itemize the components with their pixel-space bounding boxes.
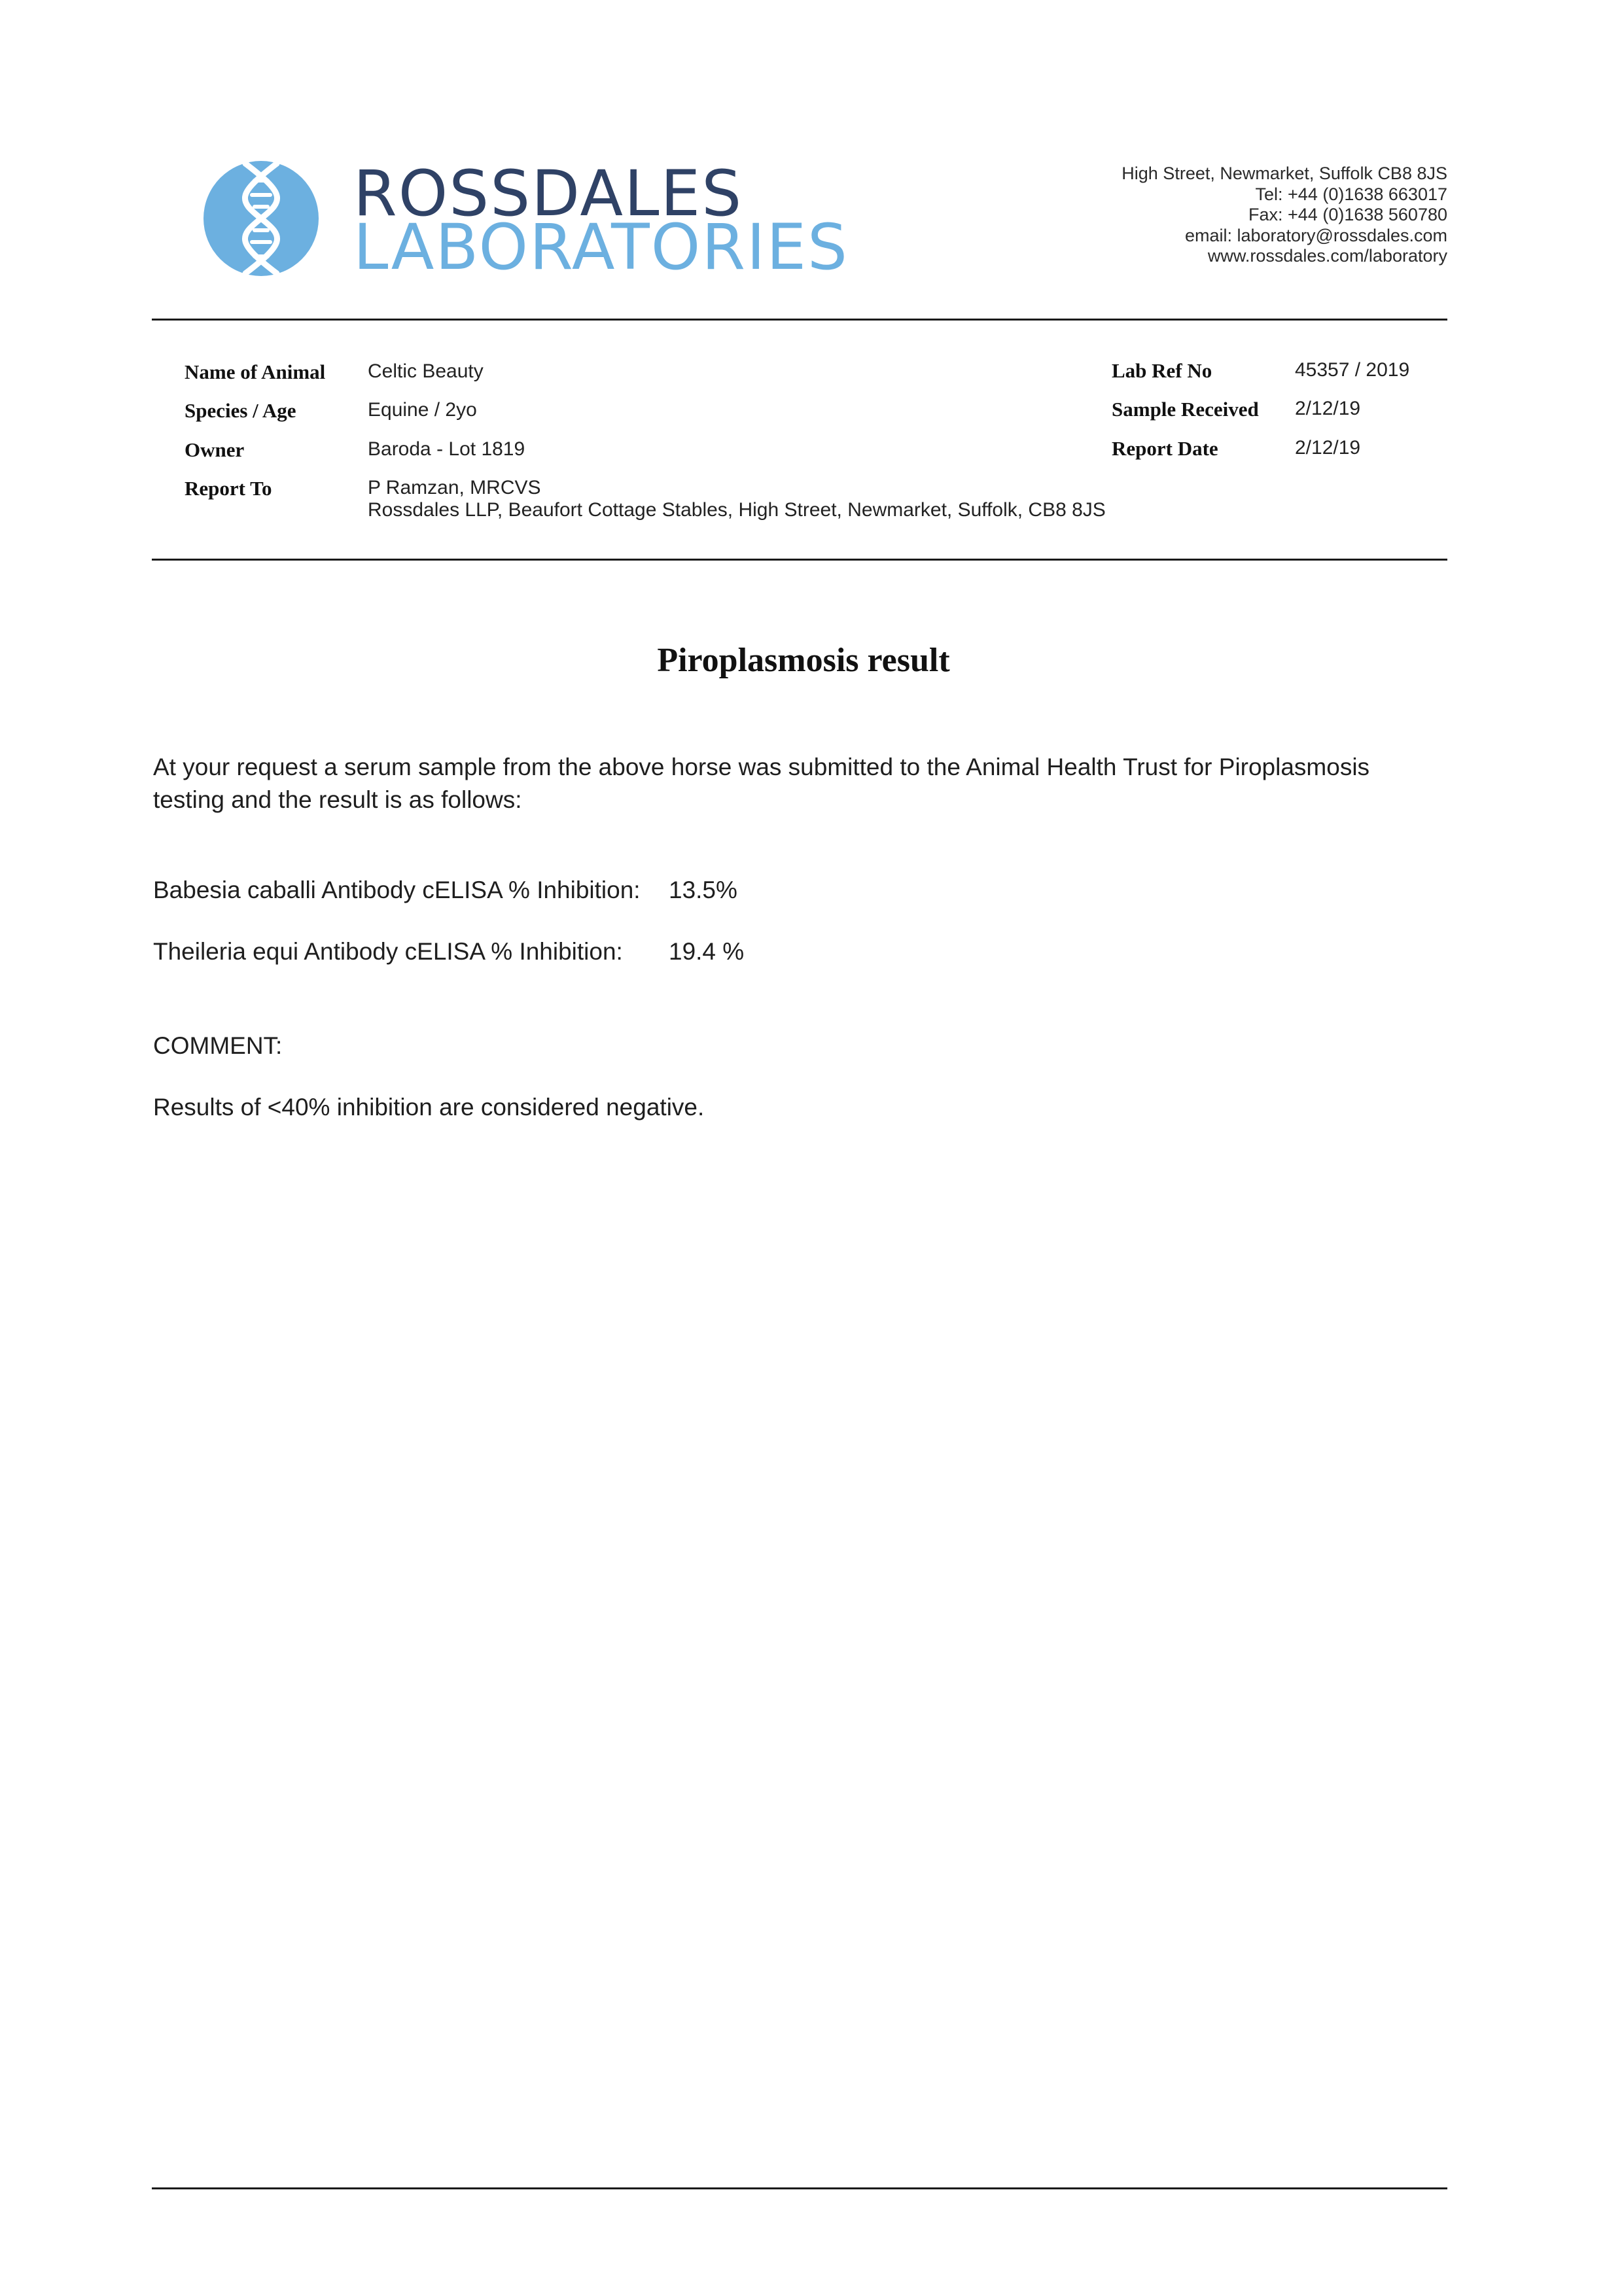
address-email: email: laboratory@rossdales.com xyxy=(1184,225,1447,245)
sample-received-value: 2/12/19 xyxy=(1295,398,1361,419)
address-website: www.rossdales.com/laboratory xyxy=(1207,246,1447,266)
report-date-value: 2/12/19 xyxy=(1295,437,1361,459)
address-phone: Tel: +44 (0)1638 663017 xyxy=(1255,184,1447,204)
comment-text: Results of <40% inhibition are considered negative. xyxy=(153,1094,705,1121)
result-value-theileria: 19.4 % xyxy=(669,938,745,965)
info-divider xyxy=(152,559,1447,561)
brand-name-line1: ROSSDALES xyxy=(353,157,743,230)
owner-label: Owner xyxy=(185,438,245,461)
header-divider xyxy=(152,319,1447,321)
report-to-label: Report To xyxy=(185,477,272,500)
report-intro: At your request a serum sample from the above horse was submitted to the Animal Health Trust for Piroplasmosis testing and the result is as follows: xyxy=(153,754,1370,813)
lab-ref-value: 45357 / 2019 xyxy=(1295,359,1410,381)
sample-received-label: Sample Received xyxy=(1112,398,1259,421)
footer-divider xyxy=(152,2187,1447,2189)
owner-value: Baroda - Lot 1819 xyxy=(368,438,525,460)
name-label: Name of Animal xyxy=(185,360,326,383)
address-line: High Street, Newmarket, Suffolk CB8 8JS xyxy=(1121,164,1447,183)
result-label-theileria: Theileria equi Antibody cELISA % Inhibition: xyxy=(153,938,623,965)
lab-ref-label: Lab Ref No xyxy=(1112,359,1212,382)
report-date-label: Report Date xyxy=(1112,437,1218,460)
comment-label: COMMENT: xyxy=(153,1032,283,1059)
species-label: Species / Age xyxy=(185,399,296,422)
report-title: Piroplasmosis result xyxy=(657,642,950,679)
brand-name-line2: LABORATORIES xyxy=(353,211,849,284)
report-to-name: P Ramzan, MRCVS xyxy=(368,477,541,498)
result-value-babesia: 13.5% xyxy=(669,877,737,903)
result-label-babesia: Babesia caballi Antibody cELISA % Inhibition: xyxy=(153,877,641,903)
address-fax: Fax: +44 (0)1638 560780 xyxy=(1248,205,1447,224)
report-to-address: Rossdales LLP, Beaufort Cottage Stables, High Street, Newmarket, Suffolk, CB8 8JS xyxy=(368,499,1106,521)
name-value: Celtic Beauty xyxy=(368,360,484,382)
species-value: Equine / 2yo xyxy=(368,399,477,421)
lab-address-block xyxy=(1121,164,1447,267)
dna-helix-circle-icon xyxy=(200,154,323,283)
